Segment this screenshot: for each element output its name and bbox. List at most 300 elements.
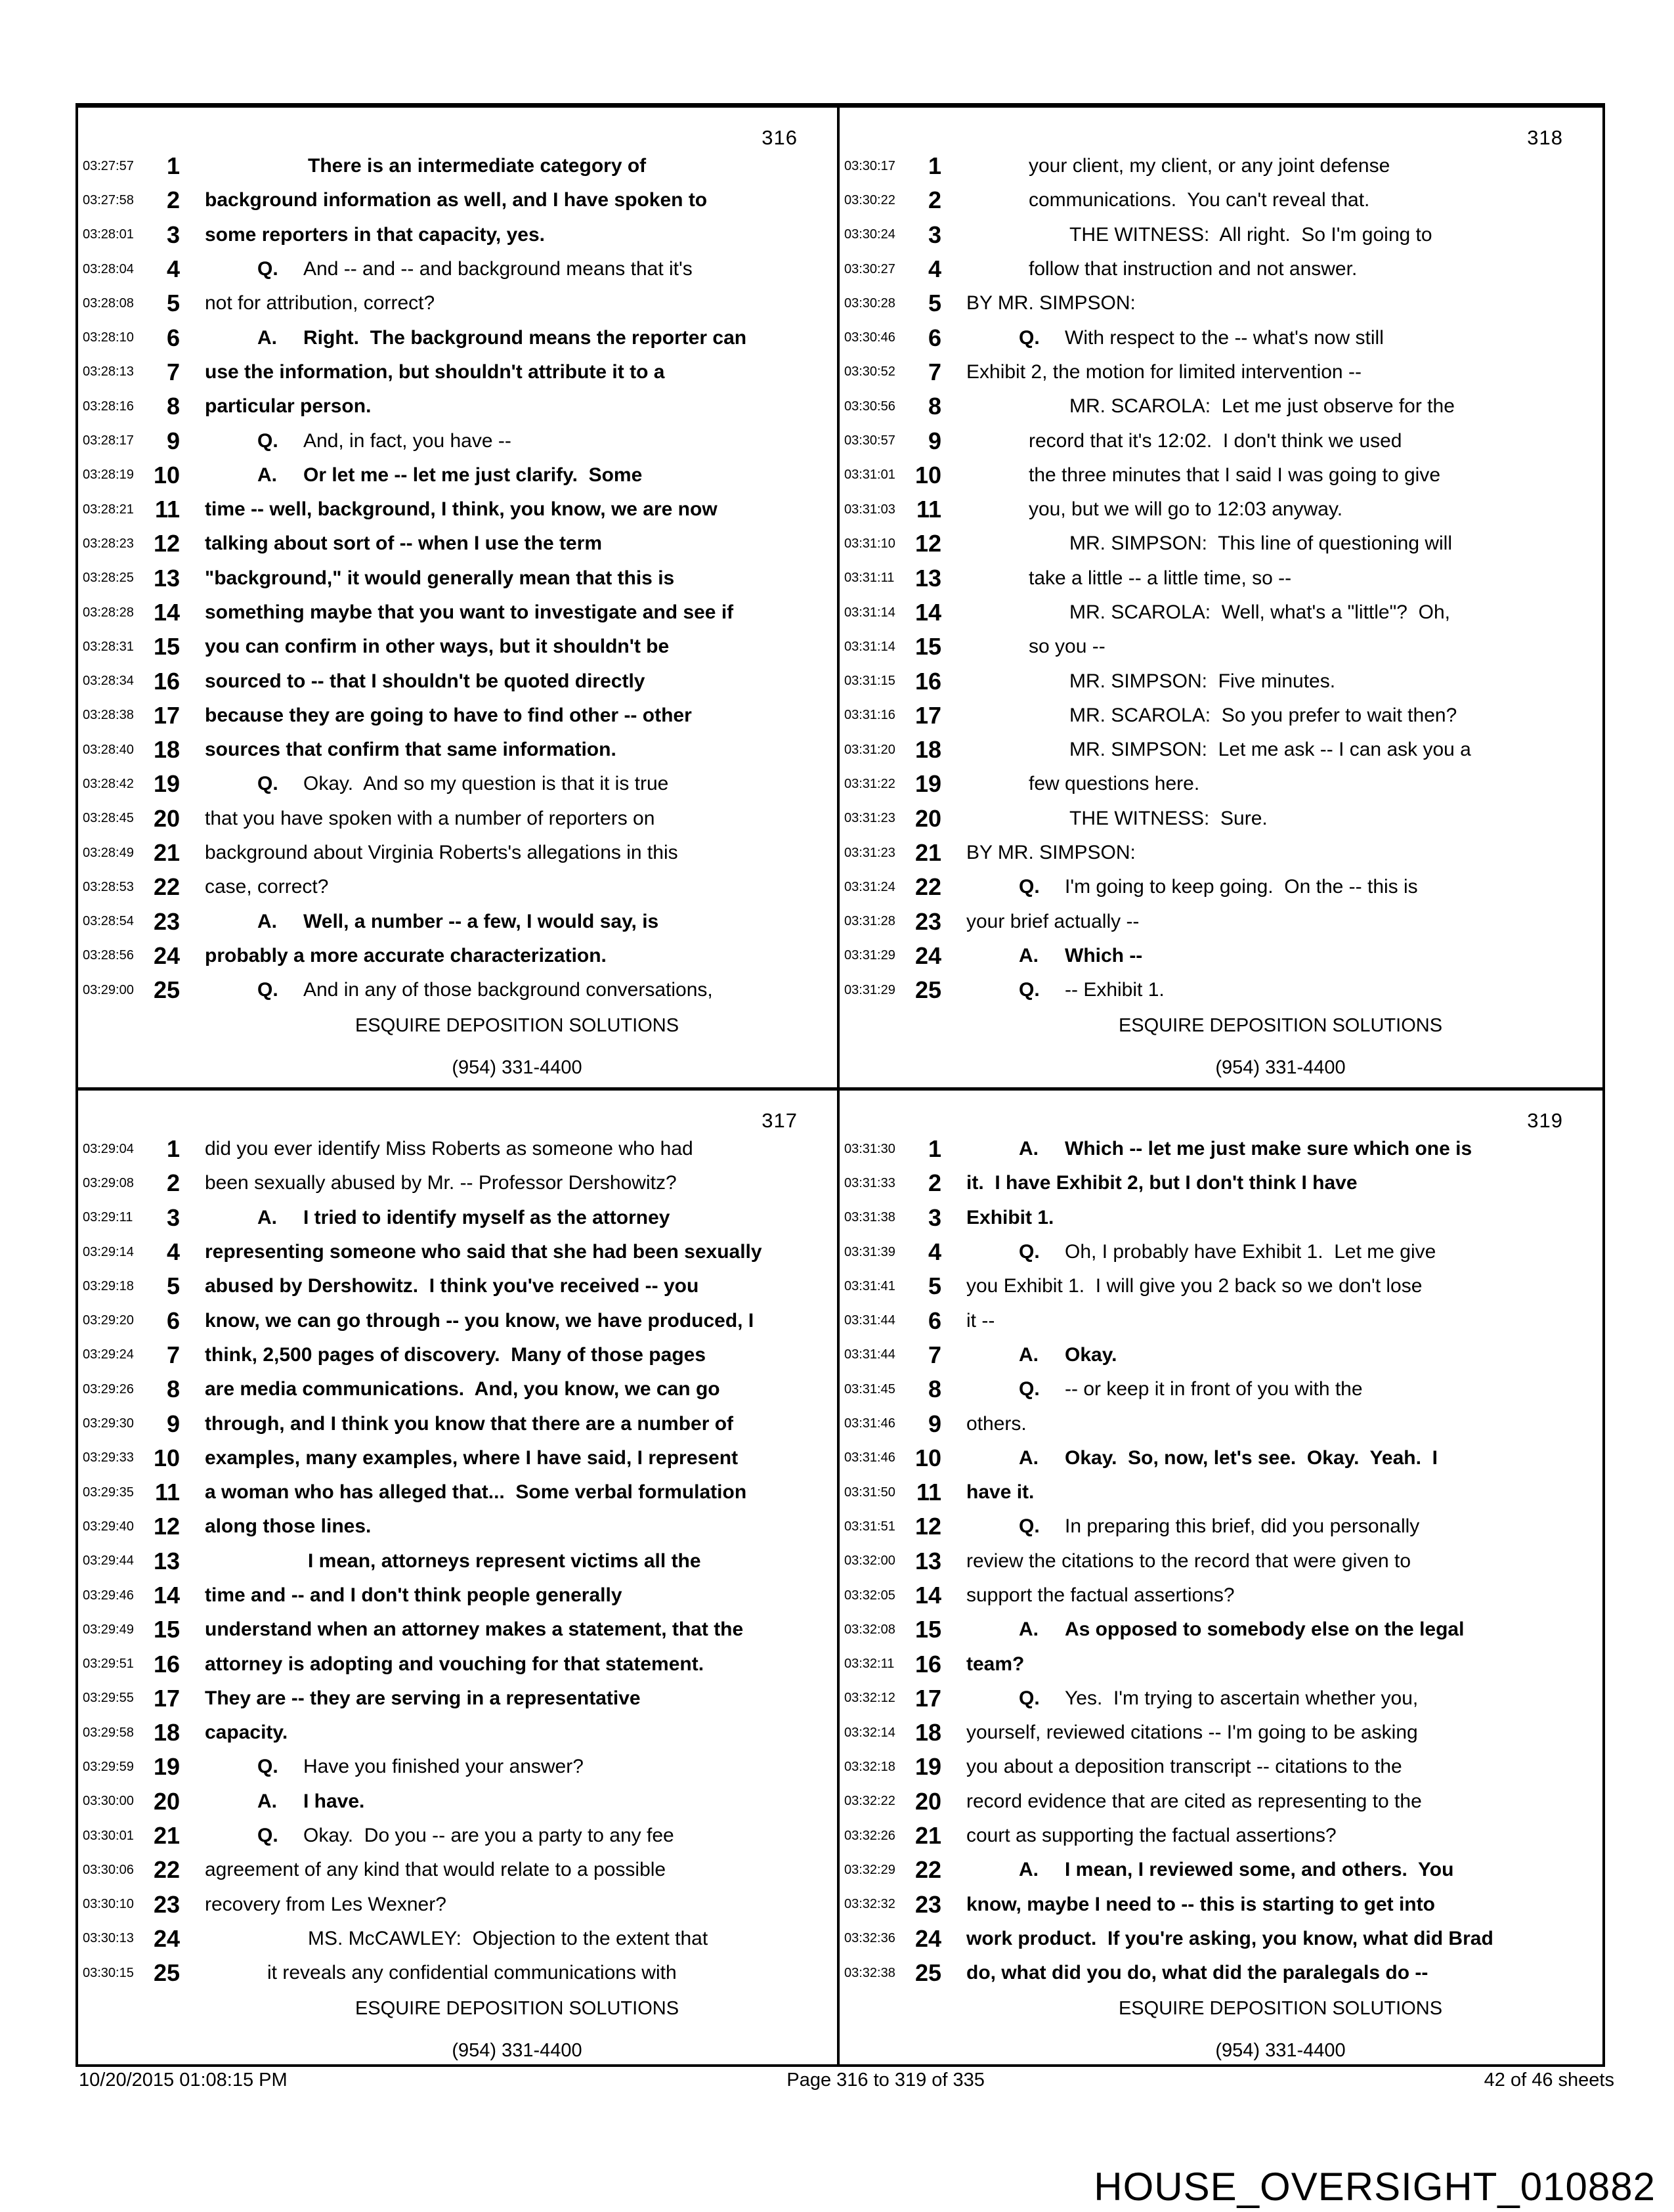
timestamp: 03:31:03: [844, 502, 895, 517]
line-text: you can confirm in other ways, but it shouldn't be: [205, 636, 670, 658]
timestamp: 03:30:56: [844, 399, 895, 414]
line-number: 23: [914, 1890, 941, 1918]
page-number: 319: [1527, 1109, 1563, 1132]
transcript-lines: [78, 1132, 837, 1990]
transcript-line: [840, 1785, 1602, 1819]
line-text: They are -- they are serving in a representative: [205, 1687, 641, 1709]
line-number: 6: [928, 1307, 941, 1334]
line-text: communications. You can't reveal that.: [1029, 189, 1370, 211]
timestamp: 03:32:32: [844, 1897, 895, 1912]
speaker-prefix: Q.: [257, 979, 278, 1001]
line-text: A. I have.: [257, 1790, 365, 1812]
line-text: A. Which -- let me just make sure which one is: [1019, 1138, 1472, 1160]
line-text: "background," it would generally mean that this is: [205, 567, 675, 589]
timestamp: 03:31:14: [844, 639, 895, 654]
line-number: 2: [928, 186, 941, 214]
timestamp: 03:32:38: [844, 1965, 895, 1980]
line-number: 22: [914, 1856, 941, 1884]
timestamp: 03:32:18: [844, 1759, 895, 1774]
transcript-line: [840, 320, 1602, 355]
vendor-name: ESQUIRE DEPOSITION SOLUTIONS: [1118, 1998, 1443, 2019]
line-number: 20: [153, 804, 180, 832]
transcript-line: [840, 1338, 1602, 1372]
line-text: because they are going to have to find other -- other: [205, 704, 692, 726]
line-number: 7: [166, 1341, 180, 1368]
page-number: 318: [1527, 126, 1563, 149]
transcript-line: [840, 1681, 1602, 1716]
line-text: support the factual assertions?: [966, 1584, 1235, 1606]
transcript-line: [840, 596, 1602, 630]
timestamp: 03:30:46: [844, 330, 895, 345]
line-text: MR. SIMPSON: This line of questioning will: [1069, 532, 1452, 555]
line-text: team?: [966, 1653, 1025, 1675]
timestamp: 03:31:44: [844, 1347, 895, 1362]
timestamp: 03:29:04: [83, 1141, 134, 1156]
timestamp: 03:30:22: [844, 192, 895, 207]
line-text: are media communications. And, you know, we can go: [205, 1378, 720, 1400]
transcript-line: [840, 389, 1602, 423]
line-text: A. I mean, I reviewed some, and others. You: [1019, 1859, 1454, 1881]
line-text: Q. And -- and -- and background means that it's: [257, 258, 693, 280]
transcript-line: [78, 870, 837, 904]
transcript-line: [78, 183, 837, 217]
line-number: 13: [914, 1547, 941, 1574]
line-text: along those lines.: [205, 1515, 372, 1538]
line-text: THE WITNESS: Sure.: [1069, 807, 1268, 829]
line-text: that you have spoken with a number of reporters on: [205, 807, 655, 829]
line-number: 25: [914, 1959, 941, 1987]
line-text: Q. Okay. Do you -- are you a party to any fee: [257, 1825, 674, 1847]
transcript-line: [840, 355, 1602, 389]
line-number: 2: [928, 1169, 941, 1197]
transcript-line: [78, 389, 837, 423]
line-number: 16: [914, 1650, 941, 1678]
timestamp: 03:28:40: [83, 742, 134, 757]
timestamp: 03:28:38: [83, 708, 134, 723]
timestamp: 03:30:57: [844, 433, 895, 448]
line-text: have it.: [966, 1481, 1035, 1504]
timestamp: 03:31:38: [844, 1210, 895, 1225]
speaker-prefix: Q.: [1019, 1687, 1040, 1709]
line-text: Q. Have you finished your answer?: [257, 1756, 584, 1778]
transcript-line: [78, 423, 837, 458]
line-number: 9: [166, 427, 180, 454]
timestamp: 03:29:18: [83, 1278, 134, 1293]
timestamp: 03:30:15: [83, 1965, 134, 1980]
line-text: few questions here.: [1029, 773, 1200, 795]
transcript-line: [78, 458, 837, 492]
line-number: 2: [166, 186, 180, 214]
timestamp: 03:31:29: [844, 982, 895, 997]
line-text: review the citations to the record that were given to: [966, 1550, 1411, 1572]
line-number: 5: [928, 290, 941, 317]
transcript-line: [78, 1201, 837, 1235]
line-number: 14: [914, 599, 941, 626]
transcript-line: [840, 1406, 1602, 1441]
timestamp: 03:29:40: [83, 1519, 134, 1534]
timestamp: 03:31:15: [844, 674, 895, 689]
line-text: representing someone who said that she had been sexually: [205, 1241, 762, 1263]
line-text: your brief actually --: [966, 910, 1140, 932]
line-text: agreement of any kind that would relate to a possible: [205, 1859, 666, 1881]
transcript-line: [78, 836, 837, 870]
timestamp: 03:31:45: [844, 1381, 895, 1397]
transcript-line: [840, 527, 1602, 561]
transcript-line: [78, 905, 837, 939]
timestamp: 03:31:11: [844, 571, 895, 586]
timestamp: 03:28:16: [83, 399, 134, 414]
transcript-line: [78, 1785, 837, 1819]
timestamp: 03:32:08: [844, 1622, 895, 1637]
line-number: 22: [153, 1856, 180, 1884]
transcript-line: [840, 1922, 1602, 1956]
transcript-page-top-right: [837, 108, 1602, 1087]
line-number: 15: [153, 633, 180, 661]
line-text: talking about sort of -- when I use the term: [205, 532, 603, 555]
timestamp: 03:28:54: [83, 914, 134, 929]
line-text: A. Well, a number -- a few, I would say, is: [257, 910, 659, 932]
transcript-line: [78, 802, 837, 836]
line-text: know, we can go through -- you know, we have produced, I: [205, 1309, 754, 1332]
line-text: background information as well, and I have spoken to: [205, 189, 708, 211]
timestamp: 03:30:52: [844, 364, 895, 380]
line-number: 20: [914, 1787, 941, 1815]
line-text: follow that instruction and not answer.: [1029, 258, 1358, 280]
transcript-line: [840, 1303, 1602, 1337]
line-number: 7: [928, 358, 941, 385]
timestamp: 03:28:17: [83, 433, 134, 448]
timestamp: 03:31:23: [844, 811, 895, 826]
timestamp: 03:28:25: [83, 571, 134, 586]
speaker-prefix: Q.: [1019, 1241, 1040, 1263]
timestamp: 03:28:31: [83, 639, 134, 654]
line-number: 4: [166, 1238, 180, 1266]
line-text: A. Okay.: [1019, 1343, 1117, 1366]
speaker-prefix: Q.: [1019, 1378, 1040, 1400]
line-text: do, what did you do, what did the paralegals do --: [966, 1962, 1428, 1984]
transcript-line: [840, 423, 1602, 458]
line-number: 14: [914, 1582, 941, 1609]
transcript-line: [78, 1509, 837, 1544]
vendor-phone: (954) 331-4400: [452, 2040, 582, 2061]
timestamp: 03:31:14: [844, 605, 895, 620]
line-number: 24: [914, 942, 941, 969]
timestamp: 03:31:39: [844, 1244, 895, 1259]
timestamp: 03:30:17: [844, 158, 895, 173]
line-text: record evidence that are cited as representing to the: [966, 1790, 1422, 1812]
timestamp: 03:32:36: [844, 1931, 895, 1946]
timestamp: 03:29:20: [83, 1313, 134, 1328]
line-text: through, and I think you know that there are a number of: [205, 1412, 734, 1435]
timestamp: 03:32:22: [844, 1794, 895, 1809]
line-number: 9: [928, 427, 941, 454]
line-number: 21: [914, 839, 941, 867]
line-text: Exhibit 1.: [966, 1206, 1054, 1228]
line-number: 24: [914, 1924, 941, 1952]
line-text: been sexually abused by Mr. -- Professor Dershowitz?: [205, 1172, 677, 1194]
line-number: 6: [928, 324, 941, 351]
line-number: 8: [166, 1376, 180, 1403]
transcript-line: [78, 767, 837, 801]
line-text: Q. -- or keep it in front of you with the: [1019, 1378, 1363, 1400]
line-number: 16: [153, 1650, 180, 1678]
timestamp: 03:28:08: [83, 295, 134, 311]
transcript-line: [840, 1819, 1602, 1853]
timestamp: 03:29:14: [83, 1244, 134, 1259]
timestamp: 03:28:49: [83, 845, 134, 860]
transcript-line: [78, 973, 837, 1007]
line-text: Exhibit 2, the motion for limited intervention --: [966, 360, 1362, 383]
timestamp: 03:32:00: [844, 1553, 895, 1569]
line-number: 21: [914, 1822, 941, 1850]
line-number: 6: [166, 324, 180, 351]
transcript-line: [840, 492, 1602, 527]
timestamp: 03:32:11: [844, 1657, 895, 1672]
speaker-prefix: A.: [1019, 944, 1039, 966]
speaker-prefix: Q.: [257, 773, 278, 795]
line-number: 19: [153, 770, 180, 798]
timestamp: 03:27:58: [83, 192, 134, 207]
line-text: examples, many examples, where I have said, I represent: [205, 1446, 739, 1469]
timestamp: 03:29:55: [83, 1691, 134, 1706]
timestamp: 03:31:41: [844, 1278, 895, 1293]
line-text: A. Or let me -- let me just clarify. Some: [257, 464, 643, 486]
transcript-line: [840, 149, 1602, 183]
line-text: MR. SCAROLA: So you prefer to wait then?: [1069, 704, 1457, 726]
timestamp: 03:31:24: [844, 879, 895, 894]
speaker-prefix: A.: [257, 326, 277, 349]
timestamp: 03:30:10: [83, 1897, 134, 1912]
timestamp: 03:28:42: [83, 776, 134, 791]
speaker-prefix: A.: [1019, 1859, 1039, 1881]
transcript-line: [840, 1475, 1602, 1509]
line-number: 7: [166, 358, 180, 385]
transcript-line: [840, 630, 1602, 664]
transcript-line: [840, 767, 1602, 801]
speaker-prefix: Q.: [1019, 1515, 1040, 1538]
transcript-line: [840, 1372, 1602, 1406]
line-text: A. I tried to identify myself as the attorney: [257, 1206, 670, 1228]
line-text: yourself, reviewed citations -- I'm going to be asking: [966, 1722, 1418, 1744]
timestamp: 03:28:34: [83, 674, 134, 689]
transcript-line: [78, 1819, 837, 1853]
line-number: 10: [914, 461, 941, 488]
transcript-line: [78, 1613, 837, 1647]
line-number: 4: [166, 255, 180, 283]
transcript-lines: [78, 149, 837, 1007]
line-number: 19: [914, 770, 941, 798]
line-text: work product. If you're asking, you know, what did Brad: [966, 1927, 1493, 1949]
vendor-phone: (954) 331-4400: [452, 1057, 582, 1078]
line-number: 5: [166, 290, 180, 317]
line-text: Q. I'm going to keep going. On the -- this is: [1019, 876, 1418, 898]
timestamp: 03:28:45: [83, 811, 134, 826]
line-text: BY MR. SIMPSON:: [966, 292, 1136, 314]
speaker-prefix: Q.: [1019, 979, 1040, 1001]
transcript-line: [840, 1269, 1602, 1303]
timestamp: 03:29:58: [83, 1725, 134, 1740]
transcript-line: [840, 1235, 1602, 1269]
line-text: use the information, but shouldn't attribute it to a: [205, 360, 665, 383]
line-text: A. Okay. So, now, let's see. Okay. Yeah. I: [1019, 1446, 1438, 1469]
line-text: you Exhibit 1. I will give you 2 back so we don't lose: [966, 1275, 1423, 1297]
line-text: know, maybe I need to -- this is starting to get into: [966, 1893, 1435, 1915]
vendor-phone: (954) 331-4400: [1215, 2040, 1346, 2061]
speaker-prefix: A.: [1019, 1343, 1039, 1366]
transcript-line: [840, 836, 1602, 870]
timestamp: 03:28:21: [83, 502, 134, 517]
transcript-line: [78, 1853, 837, 1887]
timestamp: 03:32:12: [844, 1691, 895, 1706]
transcript-line: [840, 1201, 1602, 1235]
vendor-phone: (954) 331-4400: [1215, 1057, 1346, 1078]
line-text: time and -- and I don't think people generally: [205, 1584, 622, 1606]
line-text: particular person.: [205, 395, 372, 418]
line-number: 17: [914, 701, 941, 729]
transcript-line: [840, 699, 1602, 733]
transcript-line: [840, 1441, 1602, 1475]
timestamp: 03:30:01: [83, 1828, 134, 1843]
line-text: sources that confirm that same information.: [205, 739, 616, 761]
transcript-line: [78, 1475, 837, 1509]
transcript-line: [840, 1578, 1602, 1613]
timestamp: 03:29:44: [83, 1553, 134, 1569]
line-number: 18: [914, 736, 941, 764]
line-number: 8: [928, 393, 941, 420]
timestamp: 03:31:44: [844, 1313, 895, 1328]
timestamp: 03:29:35: [83, 1485, 134, 1500]
speaker-prefix: A.: [1019, 1138, 1039, 1160]
line-number: 25: [153, 1959, 180, 1987]
transcript-line: [78, 1888, 837, 1922]
timestamp: 03:28:13: [83, 364, 134, 380]
transcript-line: [840, 183, 1602, 217]
transcript-page-bottom-right: [837, 1087, 1602, 2064]
timestamp: 03:30:24: [844, 227, 895, 242]
transcript-line: [78, 286, 837, 320]
line-text: a woman who has alleged that... Some verbal formulation: [205, 1481, 747, 1504]
transcript-line: [78, 1372, 837, 1406]
line-text: Q. And in any of those background conversations,: [257, 979, 713, 1001]
transcript-line: [840, 1956, 1602, 1990]
line-number: 13: [914, 564, 941, 592]
line-number: 1: [166, 1135, 180, 1163]
line-number: 14: [153, 599, 180, 626]
timestamp: 03:29:26: [83, 1381, 134, 1397]
timestamp: 03:31:20: [844, 742, 895, 757]
transcript-line: [78, 320, 837, 355]
line-number: 12: [914, 530, 941, 557]
transcript-line: [78, 252, 837, 286]
transcript-line: [840, 905, 1602, 939]
timestamp: 03:29:33: [83, 1450, 134, 1465]
transcript-line: [840, 561, 1602, 596]
transcript-line: [78, 1441, 837, 1475]
vendor-name: ESQUIRE DEPOSITION SOLUTIONS: [1118, 1015, 1443, 1036]
line-text: you, but we will go to 12:03 anyway.: [1029, 498, 1343, 521]
transcript-line: [840, 664, 1602, 698]
line-number: 10: [153, 1444, 180, 1471]
transcript-line: [840, 1716, 1602, 1750]
line-number: 12: [153, 530, 180, 557]
transcript-line: [78, 1716, 837, 1750]
transcript-line: [840, 458, 1602, 492]
timestamp: 03:31:23: [844, 845, 895, 860]
transcript-line: [840, 1853, 1602, 1887]
timestamp: 03:31:29: [844, 948, 895, 963]
line-number: 24: [153, 1924, 180, 1952]
line-text: background about Virginia Roberts's allegations in this: [205, 842, 678, 864]
transcript-line: [840, 1647, 1602, 1681]
line-text: Q. Okay. And so my question is that it is true: [257, 773, 669, 795]
speaker-prefix: A.: [1019, 1446, 1039, 1469]
transcript-line: [840, 939, 1602, 973]
line-number: 21: [153, 1822, 180, 1850]
line-text: record that it's 12:02. I don't think we used: [1029, 429, 1402, 452]
line-text: Q. In preparing this brief, did you personally: [1019, 1515, 1420, 1538]
transcript-line: [78, 596, 837, 630]
transcript-line: [78, 492, 837, 527]
transcript-line: [840, 733, 1602, 767]
timestamp: 03:27:57: [83, 158, 134, 173]
line-number: 11: [154, 1479, 180, 1506]
footer-print-timestamp: 10/20/2015 01:08:15 PM: [79, 2070, 288, 2091]
line-number: 11: [154, 496, 180, 523]
transcript-lines: [840, 149, 1602, 1007]
page-number: 317: [762, 1109, 798, 1132]
transcript-line: [78, 527, 837, 561]
line-text: Q. With respect to the -- what's now still: [1019, 326, 1384, 349]
line-text: court as supporting the factual assertions?: [966, 1825, 1337, 1847]
transcript-line: [840, 252, 1602, 286]
line-number: 23: [914, 907, 941, 935]
line-number: 14: [153, 1582, 180, 1609]
line-number: 18: [153, 1719, 180, 1746]
transcript-page-bottom-left: [78, 1087, 837, 2064]
line-text: case, correct?: [205, 876, 329, 898]
transcript-line: [78, 1922, 837, 1956]
line-text: A. Right. The background means the reporter can: [257, 326, 747, 349]
line-number: 22: [914, 873, 941, 901]
line-number: 9: [928, 1410, 941, 1437]
timestamp: 03:32:26: [844, 1828, 895, 1843]
line-number: 19: [153, 1753, 180, 1781]
line-number: 23: [153, 1890, 180, 1918]
line-number: 1: [928, 1135, 941, 1163]
line-number: 17: [153, 701, 180, 729]
footer-sheet-count: 42 of 46 sheets: [1484, 2070, 1614, 2091]
line-text: BY MR. SIMPSON:: [966, 842, 1136, 864]
transcript-line: [78, 1544, 837, 1578]
timestamp: 03:29:00: [83, 982, 134, 997]
line-number: 20: [914, 804, 941, 832]
line-number: 5: [166, 1272, 180, 1300]
transcript-line: [78, 1681, 837, 1716]
timestamp: 03:31:46: [844, 1416, 895, 1431]
line-number: 17: [153, 1684, 180, 1712]
line-text: something maybe that you want to investigate and see if: [205, 601, 734, 623]
timestamp: 03:29:30: [83, 1416, 134, 1431]
timestamp: 03:28:01: [83, 227, 134, 242]
speaker-prefix: Q.: [1019, 326, 1040, 349]
speaker-prefix: Q.: [257, 258, 278, 280]
line-text: it reveals any confidential communications with: [267, 1962, 677, 1984]
timestamp: 03:31:01: [844, 467, 895, 483]
line-number: 13: [153, 564, 180, 592]
line-text: capacity.: [205, 1722, 288, 1744]
transcript-line: [78, 561, 837, 596]
timestamp: 03:28:04: [83, 261, 134, 276]
